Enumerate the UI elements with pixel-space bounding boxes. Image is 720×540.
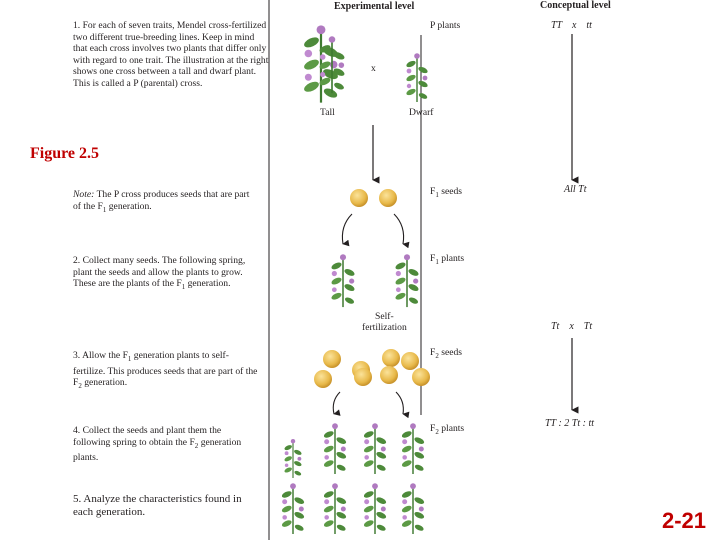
- f1-plants-F: F: [430, 253, 436, 264]
- f2-seeds-rest: seeds: [438, 347, 463, 358]
- step-2-text-b: generation.: [185, 278, 231, 290]
- step-3-text-c: generation.: [81, 377, 128, 389]
- f1-plant: [394, 254, 419, 307]
- label-f1-seeds: [430, 186, 462, 199]
- f1-seeds-sub: 1: [435, 190, 439, 199]
- f1-plants-rest: plants: [438, 253, 465, 264]
- step-note: [73, 189, 258, 216]
- note-label: Note:: [73, 189, 95, 200]
- header-experimental: Experimental level: [334, 1, 415, 12]
- note-sub: 1: [102, 205, 107, 214]
- label-cross-x: x: [371, 63, 376, 74]
- step-2-sub: 1: [181, 283, 186, 292]
- f2-seed-cluster: [314, 349, 430, 388]
- concept-p-cross: TT x tt: [551, 20, 592, 31]
- step-5: 5. Analyze the characteristics found in each generation.: [73, 493, 242, 518]
- concept-f1-result: All Tt: [564, 184, 587, 195]
- step-3-sub2: 2: [78, 382, 82, 390]
- label-p-plants: P plants: [430, 20, 461, 31]
- f2-plant-grid: [281, 423, 425, 534]
- step-3-text-b: generation plants to self-fertilize. This produces seeds that are part of the F: [73, 350, 258, 389]
- label-f1-plants: [430, 253, 464, 266]
- f1-seeds-rest: seeds: [438, 186, 463, 197]
- label-f2-seeds: [430, 347, 462, 360]
- label-dwarf: Dwarf: [409, 107, 434, 118]
- step-3-sub1: 1: [127, 354, 132, 363]
- concept-f1-cross: Tt x Tt: [551, 321, 593, 332]
- step-4-sub: 2: [194, 441, 199, 450]
- f1-seed: [379, 189, 397, 207]
- f2-seeds-F: F: [430, 347, 436, 358]
- step-3: [73, 350, 259, 393]
- step-1: 1. For each of seven traits, Mendel cross-fertilized two different true-breeding lines. Keep in mind that each cross involves two plants that differ only with regard to one trait. The illustration at the right shows one cross between a tall and dwarf plant. This is called a P (parental) cross.: [73, 20, 269, 89]
- arrow-f2-left: [333, 392, 340, 414]
- plant-dwarf: [405, 53, 428, 102]
- label-tall: Tall: [320, 107, 335, 118]
- slide-number: 2-21: [662, 508, 707, 533]
- arrow-f2-right: [396, 392, 403, 414]
- arrow-f1-right: [394, 214, 404, 244]
- plant-tall: [303, 25, 346, 102]
- self-fert-line1: Self-: [375, 311, 394, 322]
- label-self-fertilization: [362, 311, 407, 333]
- step-4-text-b: generation plants.: [73, 436, 242, 464]
- header-conceptual: Conceptual level: [540, 0, 611, 11]
- figure-title: Figure 2.5: [30, 145, 100, 162]
- f2-plants-rest: plants: [438, 423, 465, 434]
- f2-plants-sub: 2: [435, 427, 439, 436]
- step-2: [73, 255, 257, 294]
- note-text-a: The P cross produces seeds that are part of the F: [73, 189, 250, 212]
- concept-f2-ratio: TT : 2 Tt : tt: [545, 418, 594, 429]
- f2-plants-F: F: [430, 423, 436, 434]
- arrow-f1-left: [342, 214, 352, 244]
- label-f2-plants: [430, 423, 464, 436]
- f1-seed: [350, 189, 368, 207]
- note-text-b: generation.: [106, 200, 152, 212]
- step-4: [73, 425, 253, 464]
- step-2-text-a: 2. Collect many seeds. The following spring, plant the seeds and allow the plants to grow. These are the plants of the F: [73, 255, 246, 290]
- step-4-text-a: 4. Collect the seeds and plant them the following spring to obtain the F: [73, 425, 222, 448]
- f1-plant: [330, 254, 355, 307]
- f2-seeds-sub: 2: [435, 351, 439, 360]
- self-fert-line2: fertilization: [362, 322, 407, 333]
- step-3-text-a: 3. Allow the F: [73, 350, 128, 361]
- f1-plants-sub: 1: [435, 257, 439, 266]
- f1-seeds-F: F: [430, 186, 436, 197]
